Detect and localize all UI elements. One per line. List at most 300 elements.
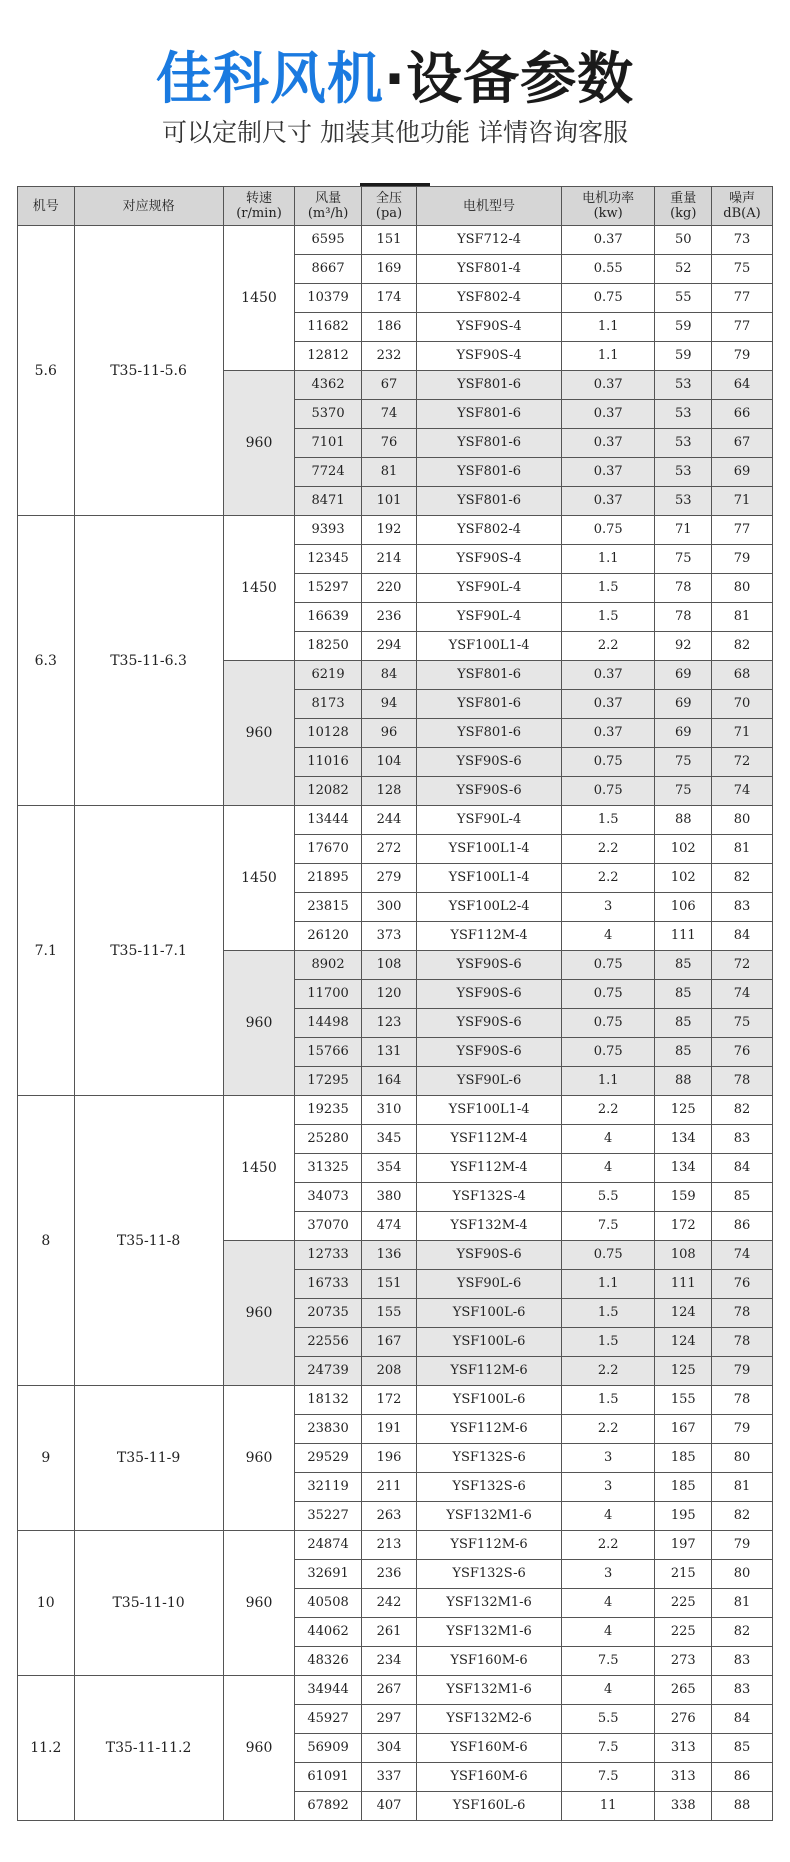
motor-model-cell: YSF801-6: [417, 661, 562, 690]
machine-no-cell: 11.2: [18, 1676, 75, 1821]
noise-cell: 88: [712, 1792, 773, 1821]
pressure-cell: 94: [361, 690, 416, 719]
column-header-label: 机号: [32, 198, 59, 214]
motor-model-cell: YSF801-4: [417, 255, 562, 284]
motor-model-cell: YSF160M-6: [417, 1734, 562, 1763]
airflow-cell: 13444: [295, 806, 361, 835]
noise-cell: 74: [712, 1241, 773, 1270]
airflow-cell: 16639: [295, 603, 361, 632]
motor-model-cell: YSF112M-6: [417, 1415, 562, 1444]
weight-cell: 92: [655, 632, 712, 661]
pressure-cell: 407: [361, 1792, 416, 1821]
noise-cell: 67: [712, 429, 773, 458]
noise-cell: 77: [712, 284, 773, 313]
noise-cell: 70: [712, 690, 773, 719]
speed-cell: 1450: [223, 806, 295, 951]
motor-model-cell: YSF90S-4: [417, 313, 562, 342]
noise-cell: 73: [712, 226, 773, 255]
noise-cell: 78: [712, 1299, 773, 1328]
motor-power-cell: 5.5: [561, 1183, 655, 1212]
airflow-cell: 23830: [295, 1415, 361, 1444]
pressure-cell: 304: [361, 1734, 416, 1763]
pressure-cell: 81: [361, 458, 416, 487]
airflow-cell: 24739: [295, 1357, 361, 1386]
pressure-cell: 196: [361, 1444, 416, 1473]
noise-cell: 81: [712, 603, 773, 632]
weight-cell: 71: [655, 516, 712, 545]
pressure-cell: 136: [361, 1241, 416, 1270]
pressure-cell: 294: [361, 632, 416, 661]
motor-model-cell: YSF90S-4: [417, 342, 562, 371]
pressure-cell: 234: [361, 1647, 416, 1676]
noise-cell: 85: [712, 1734, 773, 1763]
motor-power-cell: 4: [561, 922, 655, 951]
speed-cell: 960: [223, 951, 295, 1096]
table-row: [18, 806, 773, 835]
pressure-cell: 261: [361, 1618, 416, 1647]
noise-cell: 82: [712, 1096, 773, 1125]
airflow-cell: 56909: [295, 1734, 361, 1763]
airflow-cell: 11016: [295, 748, 361, 777]
weight-cell: 276: [655, 1705, 712, 1734]
weight-cell: 167: [655, 1415, 712, 1444]
weight-cell: 59: [655, 342, 712, 371]
weight-cell: 195: [655, 1502, 712, 1531]
noise-cell: 78: [712, 1386, 773, 1415]
noise-cell: 83: [712, 1676, 773, 1705]
weight-cell: 53: [655, 371, 712, 400]
pressure-cell: 380: [361, 1183, 416, 1212]
weight-cell: 53: [655, 487, 712, 516]
title-brand: 佳科风机: [155, 47, 384, 112]
noise-cell: 77: [712, 516, 773, 545]
column-header-label: 重量: [670, 191, 697, 206]
motor-power-cell: 7.5: [561, 1647, 655, 1676]
pressure-cell: 74: [361, 400, 416, 429]
motor-power-cell: 2.2: [561, 1415, 655, 1444]
spec-cell: T35-11-6.3: [74, 516, 223, 806]
column-header-unit: (r/min): [236, 206, 282, 221]
airflow-cell: 4362: [295, 371, 361, 400]
weight-cell: 88: [655, 806, 712, 835]
airflow-cell: 44062: [295, 1618, 361, 1647]
airflow-cell: 32691: [295, 1560, 361, 1589]
pressure-cell: 172: [361, 1386, 416, 1415]
pressure-cell: 108: [361, 951, 416, 980]
motor-power-cell: 0.75: [561, 951, 655, 980]
page-title: [0, 44, 790, 116]
airflow-cell: 12733: [295, 1241, 361, 1270]
noise-cell: 71: [712, 719, 773, 748]
column-header-label: 电机功率: [582, 191, 635, 206]
noise-cell: 82: [712, 632, 773, 661]
airflow-cell: 37070: [295, 1212, 361, 1241]
motor-power-cell: 2.2: [561, 864, 655, 893]
pressure-cell: 272: [361, 835, 416, 864]
noise-cell: 81: [712, 835, 773, 864]
noise-cell: 78: [712, 1328, 773, 1357]
airflow-cell: 29529: [295, 1444, 361, 1473]
airflow-cell: 26120: [295, 922, 361, 951]
weight-cell: 75: [655, 545, 712, 574]
weight-cell: 52: [655, 255, 712, 284]
noise-cell: 68: [712, 661, 773, 690]
weight-cell: 55: [655, 284, 712, 313]
motor-model-cell: YSF802-4: [417, 284, 562, 313]
weight-cell: 159: [655, 1183, 712, 1212]
motor-power-cell: 0.75: [561, 748, 655, 777]
pressure-cell: 474: [361, 1212, 416, 1241]
motor-power-cell: 4: [561, 1618, 655, 1647]
pressure-cell: 151: [361, 1270, 416, 1299]
pressure-cell: 67: [361, 371, 416, 400]
motor-model-cell: YSF132S-4: [417, 1183, 562, 1212]
noise-cell: 71: [712, 487, 773, 516]
pressure-cell: 84: [361, 661, 416, 690]
noise-cell: 86: [712, 1212, 773, 1241]
noise-cell: 79: [712, 1357, 773, 1386]
noise-cell: 80: [712, 806, 773, 835]
table-row: [18, 516, 773, 545]
motor-model-cell: YSF90L-4: [417, 806, 562, 835]
motor-power-cell: 0.37: [561, 690, 655, 719]
speed-cell: 960: [223, 1241, 295, 1386]
column-header-machine-no: [18, 187, 75, 226]
noise-cell: 79: [712, 342, 773, 371]
noise-cell: 83: [712, 893, 773, 922]
noise-cell: 64: [712, 371, 773, 400]
title-rest: 设备参数: [406, 47, 635, 112]
column-header-motor-model: [417, 187, 562, 226]
motor-model-cell: YSF100L-6: [417, 1328, 562, 1357]
noise-cell: 74: [712, 980, 773, 1009]
airflow-cell: 18132: [295, 1386, 361, 1415]
pressure-cell: 123: [361, 1009, 416, 1038]
airflow-cell: 7724: [295, 458, 361, 487]
speed-cell: 960: [223, 371, 295, 516]
motor-model-cell: YSF100L1-4: [417, 864, 562, 893]
motor-power-cell: 1.5: [561, 1386, 655, 1415]
motor-power-cell: 0.37: [561, 226, 655, 255]
column-header-label: 风量: [315, 191, 342, 206]
weight-cell: 53: [655, 400, 712, 429]
motor-power-cell: 1.1: [561, 1270, 655, 1299]
pressure-cell: 120: [361, 980, 416, 1009]
motor-power-cell: 4: [561, 1154, 655, 1183]
motor-model-cell: YSF801-6: [417, 400, 562, 429]
spec-cell: T35-11-9: [74, 1386, 223, 1531]
weight-cell: 53: [655, 458, 712, 487]
pressure-cell: 267: [361, 1676, 416, 1705]
airflow-cell: 18250: [295, 632, 361, 661]
column-header-unit: (kw): [593, 206, 623, 221]
motor-power-cell: 0.75: [561, 777, 655, 806]
motor-model-cell: YSF100L-6: [417, 1386, 562, 1415]
motor-power-cell: 1.5: [561, 1299, 655, 1328]
column-header-motor-power: [561, 187, 655, 226]
motor-power-cell: 0.75: [561, 980, 655, 1009]
weight-cell: 134: [655, 1154, 712, 1183]
motor-model-cell: YSF90S-6: [417, 1038, 562, 1067]
pressure-cell: 242: [361, 1589, 416, 1618]
motor-model-cell: YSF90S-6: [417, 980, 562, 1009]
noise-cell: 80: [712, 1560, 773, 1589]
weight-cell: 111: [655, 1270, 712, 1299]
weight-cell: 124: [655, 1299, 712, 1328]
motor-model-cell: YSF712-4: [417, 226, 562, 255]
table-body: [18, 226, 773, 1821]
column-header-airflow: [295, 187, 361, 226]
weight-cell: 225: [655, 1589, 712, 1618]
noise-cell: 75: [712, 255, 773, 284]
column-header-label: 全压: [375, 191, 402, 206]
airflow-cell: 35227: [295, 1502, 361, 1531]
motor-power-cell: 7.5: [561, 1212, 655, 1241]
column-header-weight: [655, 187, 712, 226]
speed-cell: 960: [223, 661, 295, 806]
pressure-cell: 192: [361, 516, 416, 545]
motor-power-cell: 1.1: [561, 342, 655, 371]
motor-power-cell: 0.37: [561, 458, 655, 487]
motor-power-cell: 4: [561, 1502, 655, 1531]
motor-power-cell: 4: [561, 1589, 655, 1618]
airflow-cell: 32119: [295, 1473, 361, 1502]
column-header-unit: (m³/h): [307, 206, 349, 221]
column-header-speed: [223, 187, 295, 226]
airflow-cell: 12082: [295, 777, 361, 806]
motor-power-cell: 3: [561, 1444, 655, 1473]
motor-model-cell: YSF132M1-6: [417, 1618, 562, 1647]
motor-model-cell: YSF801-6: [417, 690, 562, 719]
machine-no-cell: 9: [18, 1386, 75, 1531]
motor-power-cell: 3: [561, 1560, 655, 1589]
table-row: [18, 1531, 773, 1560]
noise-cell: 79: [712, 1531, 773, 1560]
airflow-cell: 31325: [295, 1154, 361, 1183]
motor-power-cell: 0.75: [561, 284, 655, 313]
airflow-cell: 21895: [295, 864, 361, 893]
motor-power-cell: 2.2: [561, 1531, 655, 1560]
motor-power-cell: 0.55: [561, 255, 655, 284]
spec-table: [17, 186, 773, 1821]
motor-model-cell: YSF132S-6: [417, 1444, 562, 1473]
machine-no-cell: 8: [18, 1096, 75, 1386]
pressure-cell: 174: [361, 284, 416, 313]
noise-cell: 84: [712, 1705, 773, 1734]
weight-cell: 338: [655, 1792, 712, 1821]
motor-model-cell: YSF160M-6: [417, 1763, 562, 1792]
motor-power-cell: 3: [561, 1473, 655, 1502]
weight-cell: 102: [655, 864, 712, 893]
airflow-cell: 11700: [295, 980, 361, 1009]
motor-model-cell: YSF132M1-6: [417, 1502, 562, 1531]
airflow-cell: 12345: [295, 545, 361, 574]
noise-cell: 80: [712, 574, 773, 603]
machine-no-cell: 6.3: [18, 516, 75, 806]
noise-cell: 85: [712, 1183, 773, 1212]
pressure-cell: 128: [361, 777, 416, 806]
motor-model-cell: YSF100L1-4: [417, 835, 562, 864]
airflow-cell: 6595: [295, 226, 361, 255]
weight-cell: 78: [655, 603, 712, 632]
airflow-cell: 23815: [295, 893, 361, 922]
motor-power-cell: 0.75: [561, 1241, 655, 1270]
pressure-cell: 104: [361, 748, 416, 777]
noise-cell: 83: [712, 1647, 773, 1676]
motor-model-cell: YSF90L-4: [417, 574, 562, 603]
airflow-cell: 34073: [295, 1183, 361, 1212]
pressure-cell: 214: [361, 545, 416, 574]
pressure-cell: 186: [361, 313, 416, 342]
motor-power-cell: 2.2: [561, 1096, 655, 1125]
airflow-cell: 10128: [295, 719, 361, 748]
motor-model-cell: YSF100L-6: [417, 1299, 562, 1328]
weight-cell: 185: [655, 1473, 712, 1502]
pressure-cell: 354: [361, 1154, 416, 1183]
motor-model-cell: YSF132M1-6: [417, 1589, 562, 1618]
table-row: [18, 1386, 773, 1415]
noise-cell: 72: [712, 748, 773, 777]
motor-power-cell: 0.75: [561, 516, 655, 545]
noise-cell: 84: [712, 1154, 773, 1183]
column-header-unit: dB(A): [723, 206, 761, 221]
spec-cell: T35-11-7.1: [74, 806, 223, 1096]
noise-cell: 74: [712, 777, 773, 806]
weight-cell: 106: [655, 893, 712, 922]
weight-cell: 172: [655, 1212, 712, 1241]
motor-power-cell: 0.37: [561, 371, 655, 400]
motor-power-cell: 11: [561, 1792, 655, 1821]
motor-model-cell: YSF801-6: [417, 487, 562, 516]
motor-model-cell: YSF100L2-4: [417, 893, 562, 922]
noise-cell: 76: [712, 1270, 773, 1299]
motor-model-cell: YSF132M-4: [417, 1212, 562, 1241]
airflow-cell: 7101: [295, 429, 361, 458]
pressure-cell: 101: [361, 487, 416, 516]
column-header-noise: [712, 187, 773, 226]
weight-cell: 85: [655, 1038, 712, 1067]
pressure-cell: 220: [361, 574, 416, 603]
noise-cell: 86: [712, 1763, 773, 1792]
motor-power-cell: 1.1: [561, 545, 655, 574]
pressure-cell: 232: [361, 342, 416, 371]
motor-power-cell: 1.5: [561, 574, 655, 603]
weight-cell: 102: [655, 835, 712, 864]
airflow-cell: 11682: [295, 313, 361, 342]
noise-cell: 79: [712, 545, 773, 574]
motor-power-cell: 0.37: [561, 429, 655, 458]
speed-cell: 960: [223, 1676, 295, 1821]
motor-model-cell: YSF100L1-4: [417, 632, 562, 661]
airflow-cell: 61091: [295, 1763, 361, 1792]
speed-cell: 1450: [223, 516, 295, 661]
motor-model-cell: YSF801-6: [417, 719, 562, 748]
airflow-cell: 15297: [295, 574, 361, 603]
weight-cell: 75: [655, 748, 712, 777]
pressure-cell: 164: [361, 1067, 416, 1096]
pressure-cell: 208: [361, 1357, 416, 1386]
motor-power-cell: 5.5: [561, 1705, 655, 1734]
airflow-cell: 24874: [295, 1531, 361, 1560]
spec-cell: T35-11-11.2: [74, 1676, 223, 1821]
motor-model-cell: YSF90S-4: [417, 545, 562, 574]
weight-cell: 69: [655, 661, 712, 690]
column-header-label: 噪声: [729, 191, 756, 206]
motor-model-cell: YSF90S-6: [417, 1241, 562, 1270]
weight-cell: 225: [655, 1618, 712, 1647]
weight-cell: 50: [655, 226, 712, 255]
motor-power-cell: 0.75: [561, 1009, 655, 1038]
pressure-cell: 131: [361, 1038, 416, 1067]
motor-power-cell: 1.5: [561, 603, 655, 632]
column-header-label: 转速: [245, 191, 272, 206]
motor-power-cell: 0.37: [561, 487, 655, 516]
motor-power-cell: 4: [561, 1125, 655, 1154]
weight-cell: 85: [655, 1009, 712, 1038]
pressure-cell: 191: [361, 1415, 416, 1444]
motor-power-cell: 1.1: [561, 313, 655, 342]
pressure-cell: 310: [361, 1096, 416, 1125]
motor-power-cell: 0.37: [561, 661, 655, 690]
spec-cell: T35-11-10: [74, 1531, 223, 1676]
table-row: [18, 226, 773, 255]
weight-cell: 88: [655, 1067, 712, 1096]
airflow-cell: 34944: [295, 1676, 361, 1705]
noise-cell: 81: [712, 1589, 773, 1618]
weight-cell: 53: [655, 429, 712, 458]
weight-cell: 313: [655, 1763, 712, 1792]
motor-model-cell: YSF160M-6: [417, 1647, 562, 1676]
speed-cell: 1450: [223, 1096, 295, 1241]
motor-model-cell: YSF132S-6: [417, 1473, 562, 1502]
pressure-cell: 151: [361, 226, 416, 255]
noise-cell: 82: [712, 1618, 773, 1647]
motor-power-cell: 3: [561, 893, 655, 922]
motor-model-cell: YSF112M-4: [417, 922, 562, 951]
airflow-cell: 14498: [295, 1009, 361, 1038]
pressure-cell: 213: [361, 1531, 416, 1560]
airflow-cell: 40508: [295, 1589, 361, 1618]
noise-cell: 75: [712, 1009, 773, 1038]
weight-cell: 78: [655, 574, 712, 603]
pressure-cell: 76: [361, 429, 416, 458]
column-header-unit: (pa): [375, 206, 403, 221]
weight-cell: 215: [655, 1560, 712, 1589]
speed-cell: 960: [223, 1386, 295, 1531]
motor-power-cell: 1.1: [561, 1067, 655, 1096]
column-header-pressure: [361, 187, 416, 226]
airflow-cell: 20735: [295, 1299, 361, 1328]
airflow-cell: 48326: [295, 1647, 361, 1676]
noise-cell: 78: [712, 1067, 773, 1096]
motor-power-cell: 7.5: [561, 1763, 655, 1792]
noise-cell: 79: [712, 1415, 773, 1444]
column-header-spec: [74, 187, 223, 226]
pressure-cell: 300: [361, 893, 416, 922]
motor-model-cell: YSF801-6: [417, 371, 562, 400]
weight-cell: 155: [655, 1386, 712, 1415]
airflow-cell: 22556: [295, 1328, 361, 1357]
pressure-cell: 236: [361, 1560, 416, 1589]
airflow-cell: 15766: [295, 1038, 361, 1067]
noise-cell: 82: [712, 864, 773, 893]
noise-cell: 69: [712, 458, 773, 487]
weight-cell: 265: [655, 1676, 712, 1705]
airflow-cell: 25280: [295, 1125, 361, 1154]
motor-power-cell: 2.2: [561, 835, 655, 864]
motor-power-cell: 2.2: [561, 632, 655, 661]
spec-cell: T35-11-5.6: [74, 226, 223, 516]
